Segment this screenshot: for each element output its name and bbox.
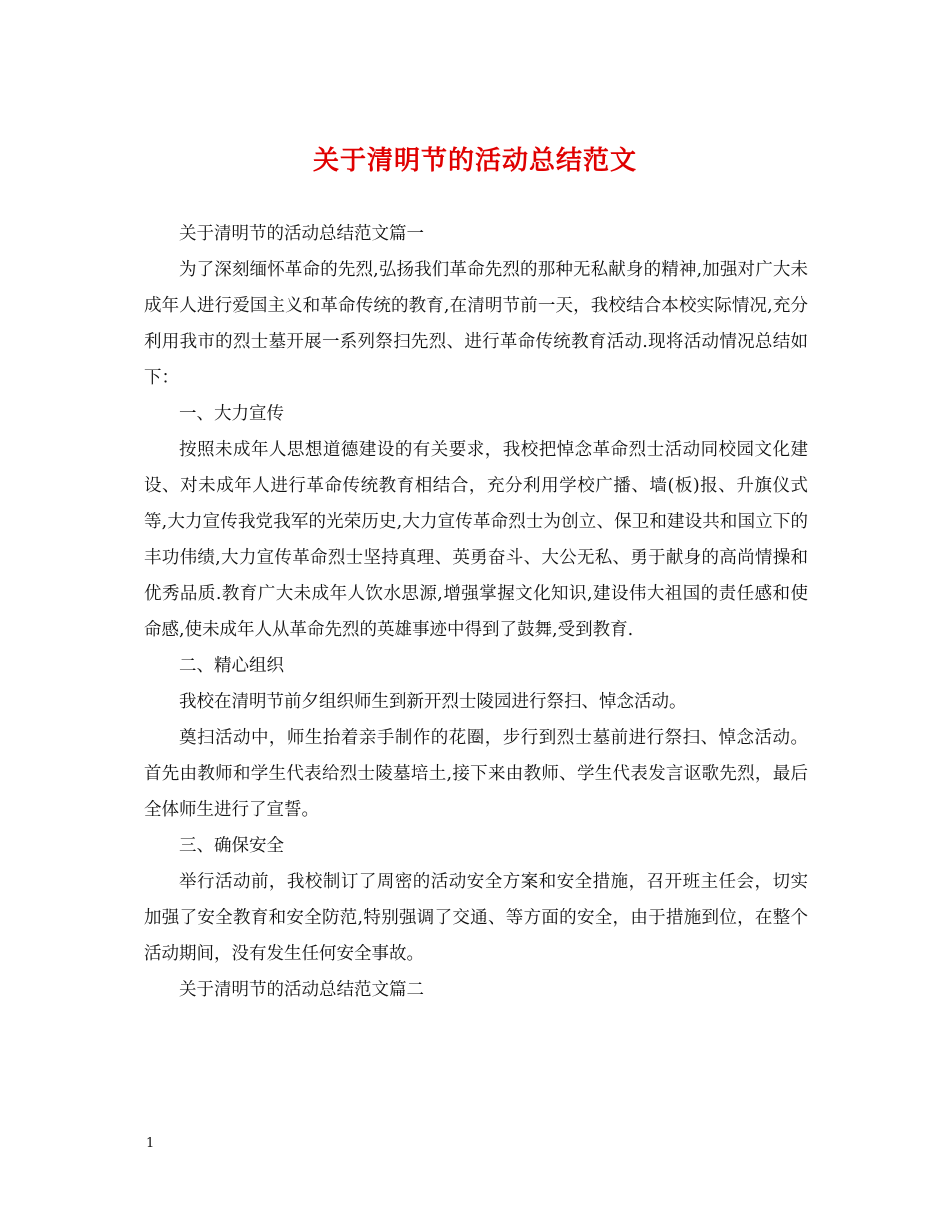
section-heading-organization: 二、精心组织 <box>179 656 284 676</box>
section-heading-part-one: 关于清明节的活动总结范文篇一 <box>179 224 424 244</box>
document-body <box>144 216 808 1008</box>
section-heading-safety: 三、确保安全 <box>179 836 284 856</box>
intro-paragraph: 为了深刻缅怀革命的先烈,弘扬我们革命先烈的那种无私献身的精神,加强对广大未成年人进行爱国主义和革命传统的教育,在清明节前一天，我校结合本校实际情况,充分利用我市的烈士墓开展一系列祭扫先烈、进行革命传统教育活动.现将活动情况总结如下： <box>144 260 808 388</box>
safety-paragraph: 举行活动前，我校制订了周密的活动安全方案和安全措施，召开班主任会，切实加强了安全教育和安全防范,特别强调了交通、等方面的安全，由于措施到位，在整个活动期间，没有发生任何安全事故。 <box>144 872 808 964</box>
section-heading-publicity: 一、大力宣传 <box>179 404 284 424</box>
publicity-paragraph: 按照未成年人思想道德建设的有关要求，我校把悼念革命烈士活动同校园文化建设、对未成年人进行革命传统教育相结合，充分利用学校广播、墙(板)报、升旗仪式等,大力宣传我党我军的光荣历史,大力宣传革命烈士为创立、保卫和建设共和国立下的丰功伟绩,大力宣传革命烈士坚持真理、英勇奋斗、大公无私、勇于献身的高尚情操和优秀品质.教育广大未成年人饮水思源,增强掌握文化知识,建设伟大祖国的责任感和使命感,使未成年人从革命先烈的英雄事迹中得到了鼓舞,受到教育. <box>144 440 808 640</box>
section-heading-part-two: 关于清明节的活动总结范文篇二 <box>179 980 424 1000</box>
organization-paragraph: 我校在清明节前夕组织师生到新开烈士陵园进行祭扫、悼念活动。 <box>179 692 687 712</box>
document-title: 关于清明节的活动总结范文 <box>312 146 637 176</box>
ceremony-paragraph: 奠扫活动中，师生抬着亲手制作的花圈，步行到烈士墓前进行祭扫、悼念活动。首先由教师和学生代表给烈士陵墓培土,接下来由教师、学生代表发言讴歌先烈，最后全体师生进行了宣誓。 <box>144 728 808 820</box>
page-number: 1 <box>146 1136 155 1151</box>
